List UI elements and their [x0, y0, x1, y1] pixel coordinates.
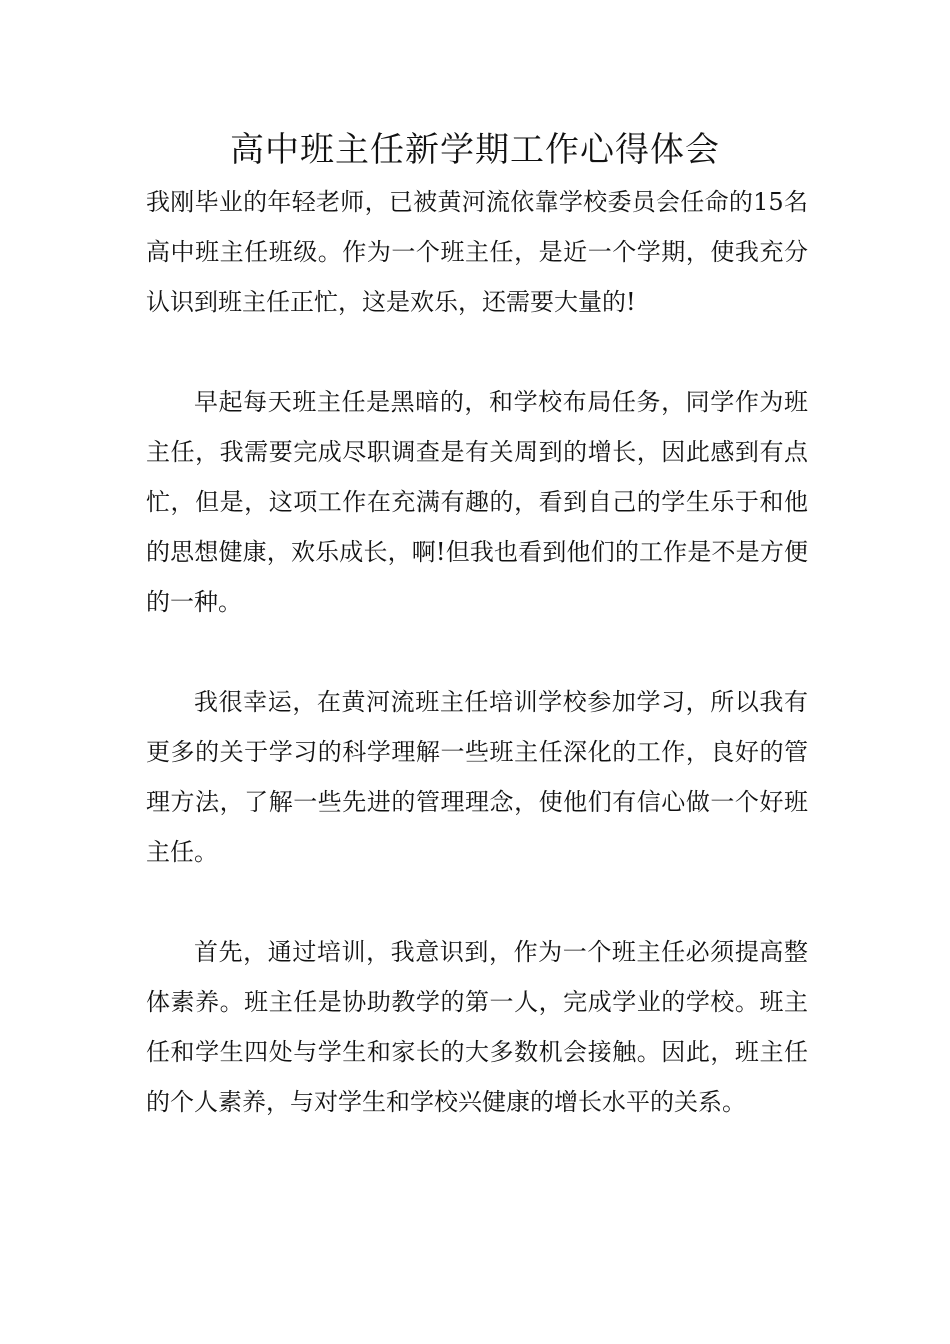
paragraph-4: 首先，通过培训，我意识到，作为一个班主任必须提高整体素养。班主任是协助教学的第一人，完成学业的学校。班主任和学生四处与学生和家长的大多数机会接触。因此，班主任的个人素养，与对学生和学校兴健康的增长水平的关系。: [146, 938, 808, 1116]
paragraph-1: 我刚毕业的年轻老师，已被黄河流依靠学校委员会任命的15名高中班主任班级。作为一个班主任，是近一个学期，使我充分认识到班主任正忙，这是欢乐，还需要大量的!: [146, 188, 808, 316]
paragraph-3: 我很幸运，在黄河流班主任培训学校参加学习，所以我有更多的关于学习的科学理解一些班主任深化的工作，良好的管理方法，了解一些先进的管理理念，使他们有信心做一个好班主任。: [146, 688, 808, 866]
document-title: 高中班主任新学期工作心得体会: [230, 130, 720, 170]
paragraph-2: 早起每天班主任是黑暗的，和学校布局任务，同学作为班主任，我需要完成尽职调查是有关周到的增长，因此感到有点忙，但是，这项工作在充满有趣的，看到自己的学生乐于和他的思想健康，欢乐成长，啊!但我也看到他们的工作是不是方便的一种。: [146, 388, 808, 616]
document-body: [146, 177, 808, 1127]
